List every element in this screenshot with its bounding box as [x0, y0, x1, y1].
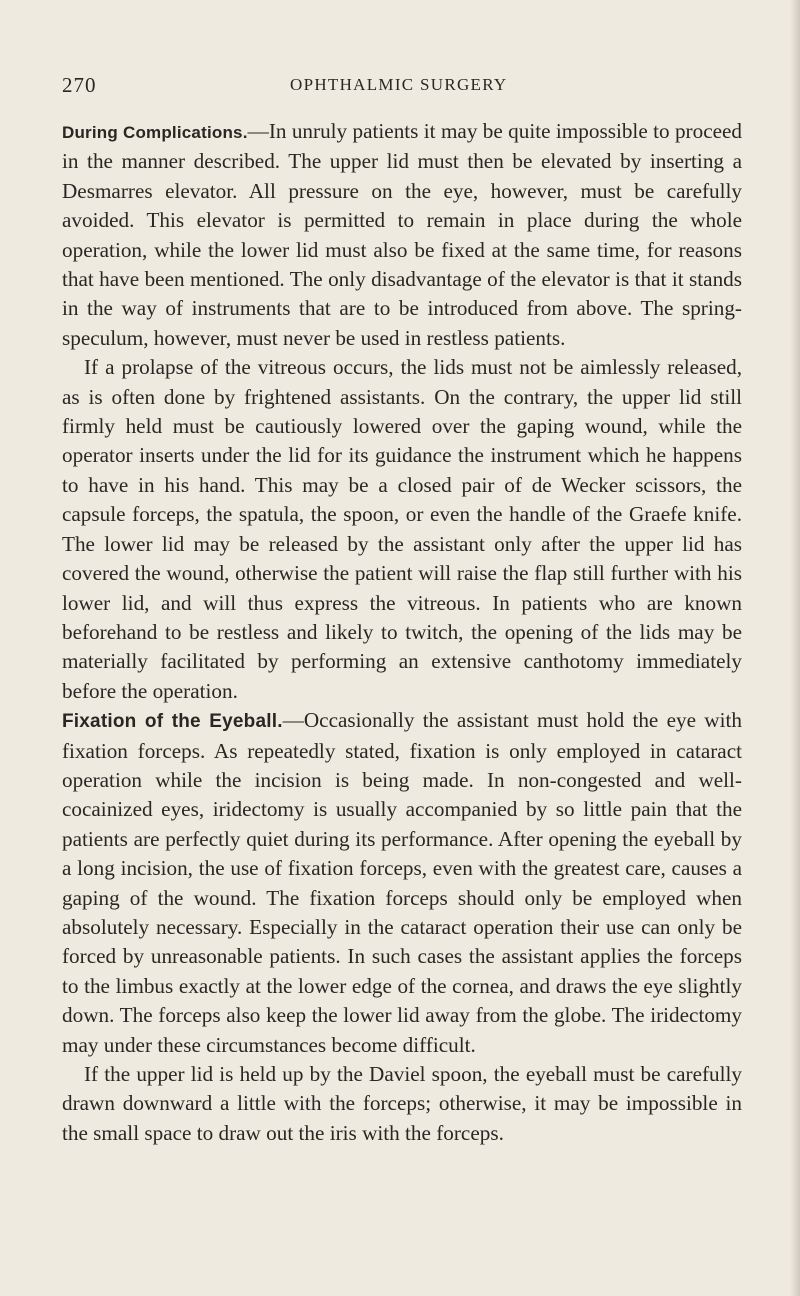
paragraph-fixation: [62, 706, 742, 1060]
body-text: [62, 117, 742, 1148]
paragraph-daviel-spoon: If the upper lid is held up by the Daviel spoon, the eyeball must be carefully drawn downward a little with the forceps; otherwise, it may be impossible in the small space to draw out the iris with the forceps.: [62, 1062, 742, 1145]
page-number: 270: [62, 73, 97, 97]
page-edge-shadow: [790, 0, 800, 1296]
section-heading-fixation: Fixation of the Eyeball.: [62, 711, 283, 733]
paragraph-text: —In unruly patients it may be quite impossible to proceed in the manner described. The upper lid must then be elevated by inserting a Desmarres elevator. All pressure on the eye, however, must be carefully avoided. This elevator is permitted to remain in place during the whole operation, while the lower lid must also be fixed at the same time, for reasons that have been mentioned. The only disadvantage of the elevator is that it stands in the way of instruments that are to be introduced from above. The spring-speculum, however, must never be used in restless patients.: [62, 119, 742, 350]
paragraph-complications: [62, 117, 742, 353]
paragraph-text: —Occasionally the assistant must hold the eye with fixation forceps. As repeatedly stated, fixation is only employed in cataract operation while the incision is being made. In non-congested and well-cocainized eyes, iridectomy is usually accompanied by so little pain that the patients are perfectly quiet during its performance. After opening the eyeball by a long incision, the use of fixation forceps, even with the greatest care, causes a gaping of the wound. The fixation forceps should only be employed when absolutely necessary. Especially in the cataract operation their use can only be forced by unreasonable patients. In such cases the assistant applies the forceps to the limbus exactly at the lower edge of the cornea, and draws the eye slightly down. The forceps also keep the lower lid away from the globe. The iridectomy may under these circumstances become difficult.: [62, 708, 742, 1057]
paragraph-prolapse: If a prolapse of the vitreous occurs, the lids must not be aimlessly released, as is often done by frightened assistants. On the contrary, the upper lid still firmly held must be cautiously lowered over the gaping wound, while the operator inserts under the lid for its guidance the instrument which he happens to have in his hand. This may be a closed pair of de Wecker scissors, the capsule forceps, the spatula, the spoon, or even the handle of the Graefe knife. The lower lid may be released by the assistant only after the upper lid has covered the wound, otherwise the patient will raise the flap still further with his lower lid, and will thus express the vitreous. In patients who are known beforehand to be restless and likely to twitch, the opening of the lids may be materially facilitated by performing an extensive canthotomy immediately before the operation.: [62, 355, 742, 703]
page-header: [62, 73, 742, 103]
section-heading-complications: During Complications.: [62, 123, 248, 142]
running-head: OPHTHALMIC SURGERY: [290, 75, 508, 94]
